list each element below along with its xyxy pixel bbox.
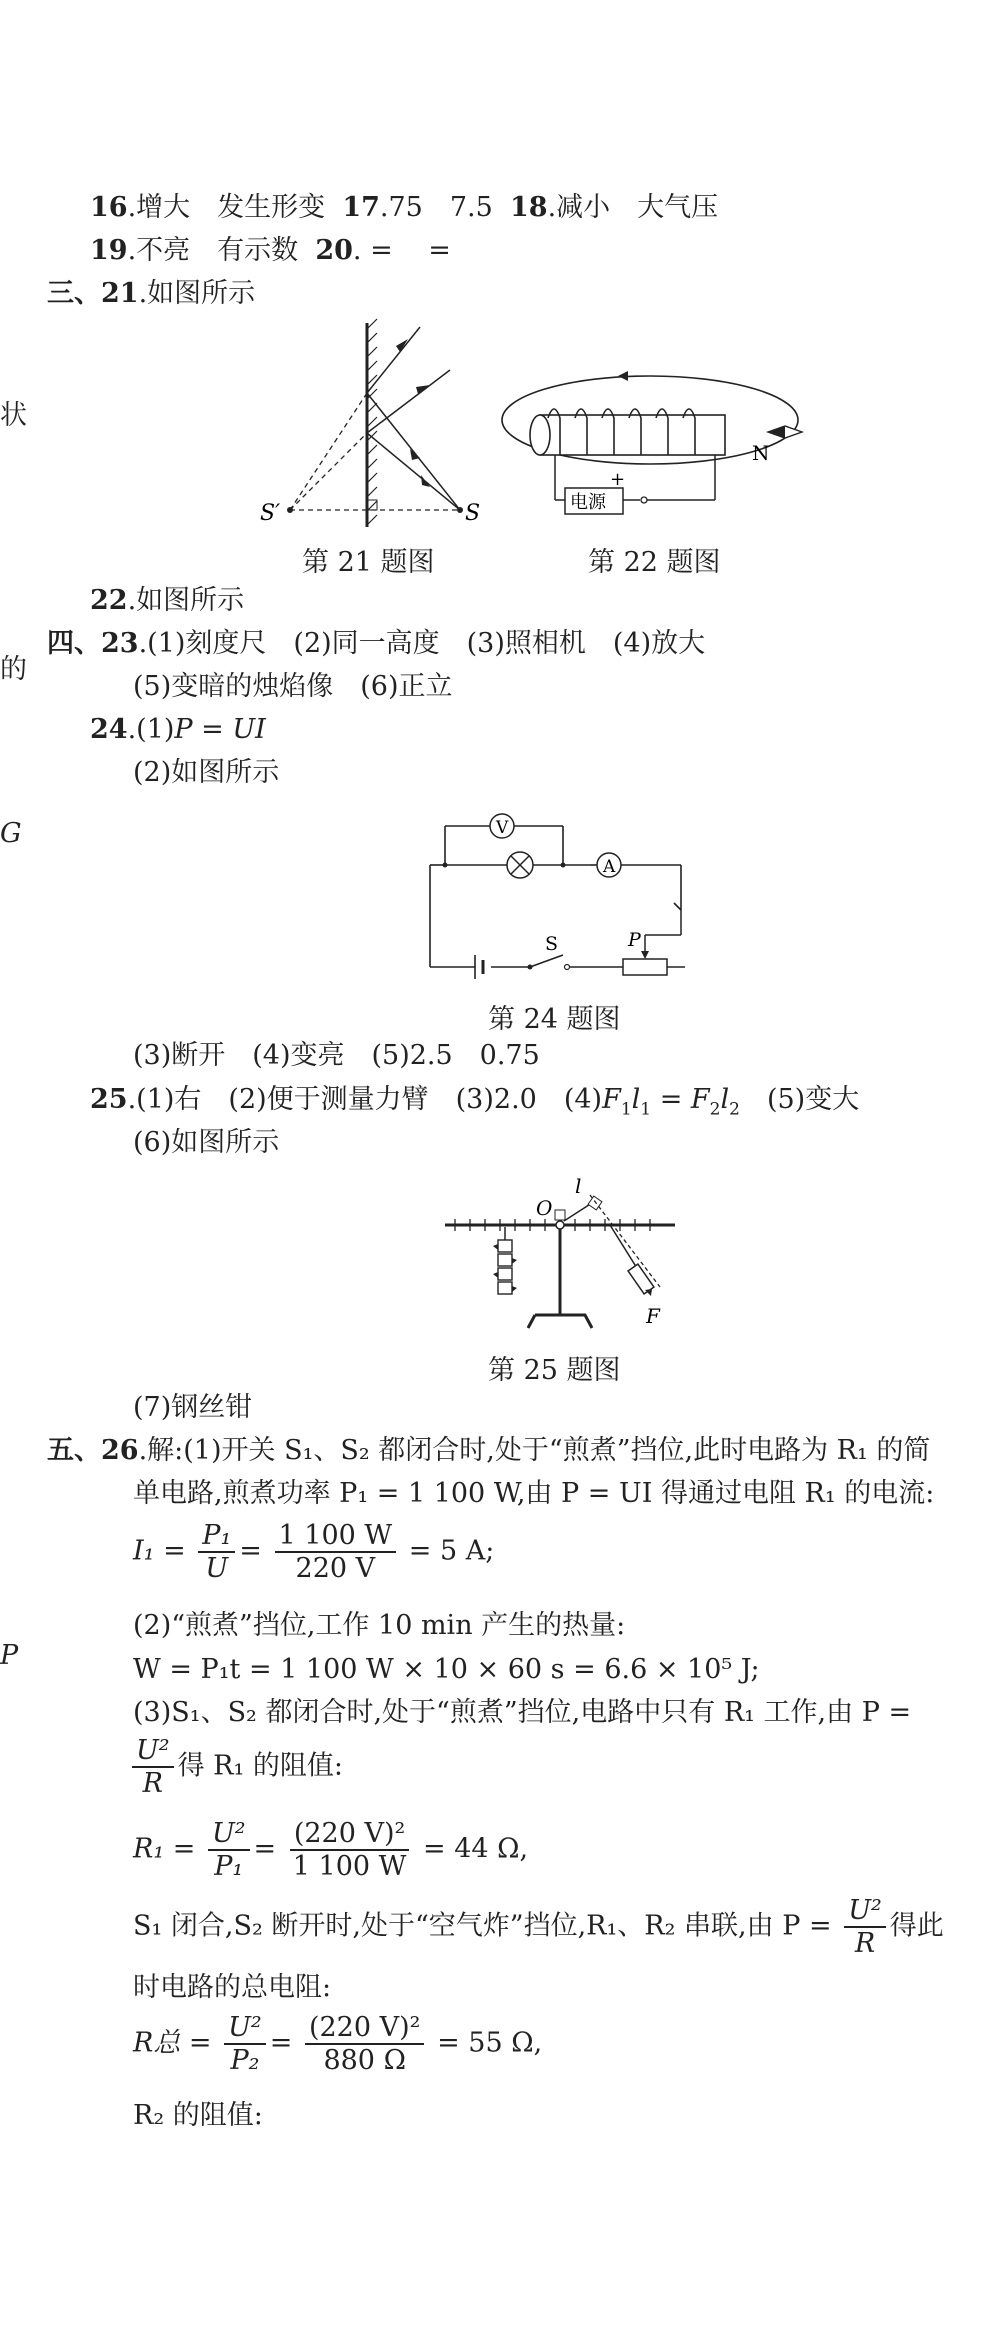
line7-fraction (132, 1735, 174, 1799)
eq1-den2: 220 V (295, 1553, 376, 1585)
q25-l2-sub: 2 (729, 1099, 740, 1120)
line9-text-b: 得此 (889, 1910, 944, 1942)
q25-line-2: (6)如图所示 (133, 1127, 280, 1158)
fig22-plus-sign: + (610, 469, 626, 490)
q24-line-1 (90, 714, 266, 746)
q26-line-2: 单电路,煎煮功率 P₁ = 1 100 W,由 P = UI 得通过电阻 R₁ 的电流: (133, 1478, 935, 1509)
line9-fraction (844, 1895, 886, 1959)
eq2-lhs: R₁ = (133, 1833, 196, 1865)
eq3-rhs: = 55 Ω, (437, 2027, 543, 2059)
q19-number: 19 (90, 235, 128, 266)
eq2-fraction-numeric (289, 1818, 411, 1882)
q26-line-9 (133, 1895, 944, 1959)
q26-number: 26 (101, 1435, 139, 1466)
figure-22-caption: 第 22 题图 (588, 547, 721, 578)
fig24-ammeter-label: A (603, 857, 616, 877)
eq3-lhs: R总 = (133, 2027, 212, 2059)
eq1-den1: U (205, 1553, 229, 1585)
fig25-f-label: F (646, 1304, 660, 1328)
eq3-num2: (220 V)² (305, 2012, 425, 2045)
q26-line-4: (2)“煎煮”挡位,工作 10 min 产生的热量: (133, 1610, 626, 1641)
q16-number: 16 (90, 192, 128, 223)
q21-answer: .如图所示 (138, 278, 256, 309)
q17-number: 17 (342, 192, 380, 223)
q26-equation-current: I₁ = $\frac{\text{P₁}}{U}$ = $\frac{1 100 W}{220 V}$ = 5 A; (133, 1520, 495, 1585)
q26-equation-r1: R₁ = $\frac{\text{U²}}{\text{P₁}}$ = $\frac{\text{(220 V)²}}{1 100 W}$ = 44 Ω, (133, 1818, 529, 1883)
q25-tail: (5)变大 (739, 1084, 860, 1115)
q24-number: 24 (90, 714, 128, 745)
q25-l2: l (720, 1084, 730, 1115)
answer-line-19-20 (90, 235, 451, 267)
q26-line-10: 时电路的总电阻: (133, 1972, 332, 2003)
q25-f2-sub: 2 (709, 1099, 721, 1120)
line9-text-a: S₁ 闭合,S₂ 断开时,处于“空气炸”挡位,R₁、R₂ 串联,由 P = (133, 1910, 832, 1942)
eq3-fraction-numeric (305, 2012, 425, 2076)
fig24-switch-label: S (545, 933, 559, 955)
q25-f1: F (602, 1084, 621, 1115)
fig22-n-pole-label: N (752, 441, 770, 465)
eq1-rhs: = 5 A; (408, 1535, 495, 1567)
figure-21-caption: 第 21 题图 (302, 547, 435, 578)
margin-char-4: P (0, 1640, 19, 1671)
q23-line-2: (5)变暗的烛焰像 (6)正立 (133, 671, 453, 702)
line9-num: U² (844, 1895, 886, 1928)
eq2-den2: 1 100 W (292, 1851, 407, 1883)
q24-line-3: (3)断开 (4)变亮 (5)2.5 0.75 (133, 1040, 540, 1071)
q25-line-3: (7)钢丝钳 (133, 1392, 253, 1423)
q25-number: 25 (90, 1084, 128, 1115)
q22-number: 22 (90, 585, 128, 616)
q24-line-2: (2)如图所示 (133, 757, 280, 788)
q20-answer: . = = (352, 235, 451, 266)
eq2-num1: U² (208, 1818, 250, 1851)
fig25-o-label: O (536, 1196, 553, 1220)
line7-num: U² (132, 1735, 174, 1768)
fig24-voltmeter-label: V (496, 818, 509, 838)
margin-char-3: G (0, 818, 22, 849)
section-5-q26 (47, 1435, 930, 1467)
q25-l1: l (631, 1084, 641, 1115)
eq3-num1: U² (224, 2012, 266, 2045)
eq2-fraction-symbolic (208, 1818, 250, 1882)
fig22-power-source-label: 电源 (570, 492, 606, 513)
q17-answer: .75 7.5 (379, 192, 493, 223)
eq3-den1: P₂ (230, 2045, 260, 2077)
figure-24-caption: 第 24 题图 (488, 1004, 621, 1035)
figure-22-solenoid-diagram (500, 360, 820, 540)
section-3-q21 (47, 278, 255, 310)
answer-line-16-18 (90, 192, 718, 224)
q25-f2: F (690, 1084, 710, 1115)
q26-line-12: R₂ 的阻值: (133, 2100, 263, 2131)
eq2-num2: (220 V)² (290, 1818, 410, 1851)
eq3-den2: 880 Ω (323, 2045, 406, 2077)
fig25-l-label: l (575, 1174, 582, 1198)
eq2-rhs: = 44 Ω, (423, 1833, 529, 1865)
section-3-label: 三、 (47, 278, 101, 309)
fig24-slider-p-label: P (628, 929, 641, 951)
q26-line-5: W = P₁t = 1 100 W × 10 × 60 s = 6.6 × 10⁵ J; (133, 1654, 760, 1685)
q16-answer: .增大 发生形变 (127, 192, 326, 223)
fig21-s-prime-label: S′ (260, 501, 281, 526)
margin-char-2: 的 (0, 654, 27, 685)
q24-part1: .(1) (127, 714, 175, 745)
q25-f1-sub: 1 (620, 1099, 632, 1120)
line9-den: R (854, 1928, 876, 1960)
q26-line-6: (3)S₁、S₂ 都闭合时,处于“煎煮”挡位,电路中只有 R₁ 工作,由 P = (133, 1697, 912, 1728)
q25-line-1 (90, 1084, 859, 1120)
figure-24-circuit-diagram (415, 795, 695, 995)
q18-answer: .减小 大气压 (547, 192, 719, 223)
q18-number: 18 (509, 192, 548, 223)
q23-answer: .(1)刻度尺 (2)同一高度 (3)照相机 (4)放大 (138, 628, 706, 659)
eq1-num2: 1 100 W (275, 1520, 397, 1553)
line7-text: 得 R₁ 的阻值: (177, 1750, 344, 1782)
section-4-label: 四、 (47, 628, 101, 659)
section-4-q23 (47, 628, 705, 660)
q25-answer: .(1)右 (2)便于测量力臂 (3)2.0 (4) (127, 1084, 603, 1115)
q21-number: 21 (101, 278, 139, 309)
eq1-fraction-numeric (275, 1520, 397, 1584)
figure-25-lever-diagram (440, 1165, 680, 1345)
q22-line (90, 585, 244, 617)
eq1-fraction-symbolic (198, 1520, 235, 1584)
q24-formula: P = UI (174, 714, 266, 745)
q23-number: 23 (101, 628, 139, 659)
fig21-s-label: S (465, 501, 481, 526)
q19-answer: .不亮 有示数 (127, 235, 299, 266)
q26-line-7 (128, 1735, 343, 1799)
figure-21-mirror-diagram (250, 315, 490, 535)
eq2-den1: P₁ (214, 1851, 244, 1883)
eq1-lhs: I₁ = (133, 1535, 186, 1567)
q25-l1-sub: 1 (640, 1099, 652, 1120)
section-5-label: 五、 (47, 1435, 101, 1466)
q26-line-1: .解:(1)开关 S₁、S₂ 都闭合时,处于“煎煮”挡位,此时电路为 R₁ 的简 (138, 1435, 931, 1466)
q25-equals: = (651, 1084, 691, 1115)
margin-char-1: 状 (0, 400, 27, 431)
eq1-num1: P₁ (198, 1520, 235, 1553)
eq3-fraction-symbolic (224, 2012, 266, 2076)
line7-den: R (142, 1768, 163, 1800)
q20-number: 20 (315, 235, 353, 266)
q26-equation-total-r: R总 = $\frac{\text{U²}}{\text{P₂}}$ = $\frac{\text{(220 V)²}}{880 \Omega}$ = 55 Ω, (133, 2012, 543, 2077)
figure-25-caption: 第 25 题图 (488, 1355, 621, 1386)
q22-answer: .如图所示 (127, 585, 245, 616)
